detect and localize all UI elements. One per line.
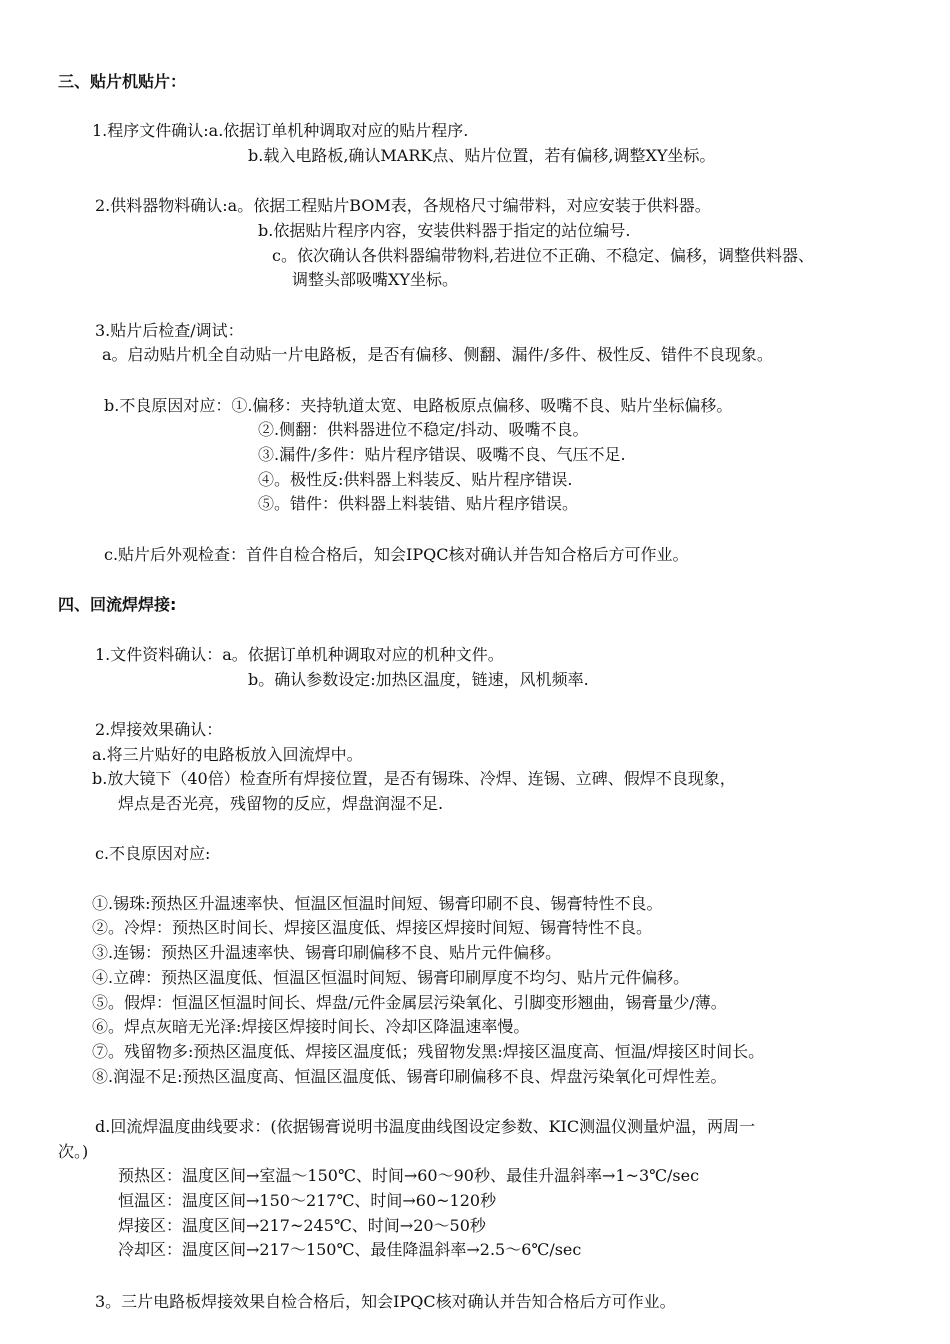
s4-defect-item-5: ⑤。假焊：恒温区恒温时间长、焊盘/元件金属层污染氧化、引脚变形翘曲，锡膏量少/薄。 xyxy=(92,993,727,1012)
s4-effect-a: a.将三片贴好的电路板放入回流焊中。 xyxy=(92,745,363,764)
s4-defect-item-4: ④.立碑：预热区温度低、恒温区恒温时间短、锡膏印刷厚度不均匀、贴片元件偏移。 xyxy=(92,968,690,987)
s4-file-line-1: 1.文件资料确认：a。依据订单机种调取对应的机种文件。 xyxy=(95,645,504,664)
section-3-heading: 三、贴片机贴片： xyxy=(58,72,187,91)
s3-defect-b2: ②.侧翻：供料器进位不稳定/抖动、吸嘴不良。 xyxy=(258,420,589,439)
s4-preheat-zone: 预热区：温度区间→室温～150℃、时间→60～90秒、最佳升温斜率→1~3℃/sec xyxy=(118,1166,700,1185)
s4-defect-item-2: ②。冷焊：预热区时间长、焊接区温度低、焊接区焊接时间短、锡膏特性不良。 xyxy=(92,918,653,937)
s3-feeder-line-2: b.依据贴片程序内容，安装供料器于指定的站位编号. xyxy=(258,221,631,240)
s3-defect-b3: ③.漏件/多件：贴片程序错误、吸嘴不良、气压不足. xyxy=(258,445,626,464)
s3-defect-b4: ④。极性反:供料器上料装反、贴片程序错误. xyxy=(258,470,573,489)
s3-inspection-title: 3.贴片后检查/调试： xyxy=(95,321,244,340)
s4-reflow-zone: 焊接区：温度区间→217~245℃、时间→20～50秒 xyxy=(118,1216,486,1235)
s4-cooling-zone: 冷却区：温度区间→217～150℃、最佳降温斜率→2.5～6℃/sec xyxy=(118,1240,582,1259)
s4-self-check: 3。三片电路板焊接效果自检合格后，知会IPQC核对确认并告知合格后方可作业。 xyxy=(95,1292,676,1311)
s4-defect-item-8: ⑧.润湿不足:预热区温度高、恒温区温度低、锡膏印刷偏移不良、焊盘污染氧化可焊性差。 xyxy=(92,1067,727,1086)
s3-visual-check-c: c.贴片后外观检查：首件自检合格后，知会IPQC核对确认并告知合格后方可作业。 xyxy=(104,545,689,564)
s4-temp-curve-line-2: 次。) xyxy=(58,1142,89,1161)
s4-effect-b2: 焊点是否光亮，残留物的反应，焊盘润湿不足. xyxy=(118,794,444,813)
section-4-heading: 四、回流焊焊接: xyxy=(58,595,177,614)
s4-temp-curve-line-1: d.回流焊温度曲线要求：(依据锡膏说明书温度曲线图设定参数、KIC测温仪测量炉温，两周一 xyxy=(95,1117,756,1136)
s4-defect-item-7: ⑦。残留物多:预热区温度低、焊接区温度低；残留物发黑:焊接区温度高、恒温/焊接区时间长。 xyxy=(92,1042,765,1061)
s3-program-file-line-2: b.载入电路板,确认MARK点、贴片位置，若有偏移,调整XY坐标。 xyxy=(248,146,716,165)
s3-defect-b1: b.不良原因对应：①.偏移：夹持轨道太宽、电路板原点偏移、吸嘴不良、贴片坐标偏移。 xyxy=(104,396,733,415)
s4-defect-item-3: ③.连锡：预热区升温速率快、锡膏印刷偏移不良、贴片元件偏移。 xyxy=(92,943,562,962)
s4-defect-item-1: ①.锡珠:预热区升温速率快、恒温区恒温时间短、锡膏印刷不良、锡膏特性不良。 xyxy=(92,894,663,913)
s4-defect-title: c.不良原因对应: xyxy=(95,844,211,863)
s3-feeder-line-1: 2.供料器物料确认:a。依据工程贴片BOM表，各规格尺寸编带料，对应安装于供料器。 xyxy=(95,196,711,215)
s4-soak-zone: 恒温区：温度区间→150～217℃、时间→60~120秒 xyxy=(118,1191,497,1210)
s3-defect-b5: ⑤。错件：供料器上料装错、贴片程序错误。 xyxy=(258,494,579,513)
s3-inspection-a: a。启动贴片机全自动贴一片电路板，是否有偏移、侧翻、漏件/多件、极性反、错件不良现象。 xyxy=(102,345,773,364)
s4-file-line-2: b。确认参数设定:加热区温度，链速，风机频率. xyxy=(248,670,589,689)
s3-feeder-line-3: c。依次确认各供料器编带物料,若进位不正确、不稳定、偏移，调整供料器、 xyxy=(272,246,815,265)
s3-feeder-line-4: 调整头部吸嘴XY坐标。 xyxy=(292,270,458,289)
s3-program-file-line-1: 1.程序文件确认:a.依据订单机种调取对应的贴片程序. xyxy=(92,121,469,140)
s4-effect-title: 2.焊接效果确认： xyxy=(95,720,223,739)
s4-effect-b1: b.放大镜下（40倍）检查所有焊接位置，是否有锡珠、冷焊、连锡、立碑、假焊不良现象， xyxy=(92,769,736,788)
s4-defect-item-6: ⑥。焊点灰暗无光泽:焊接区焊接时间长、冷却区降温速率慢。 xyxy=(92,1017,530,1036)
